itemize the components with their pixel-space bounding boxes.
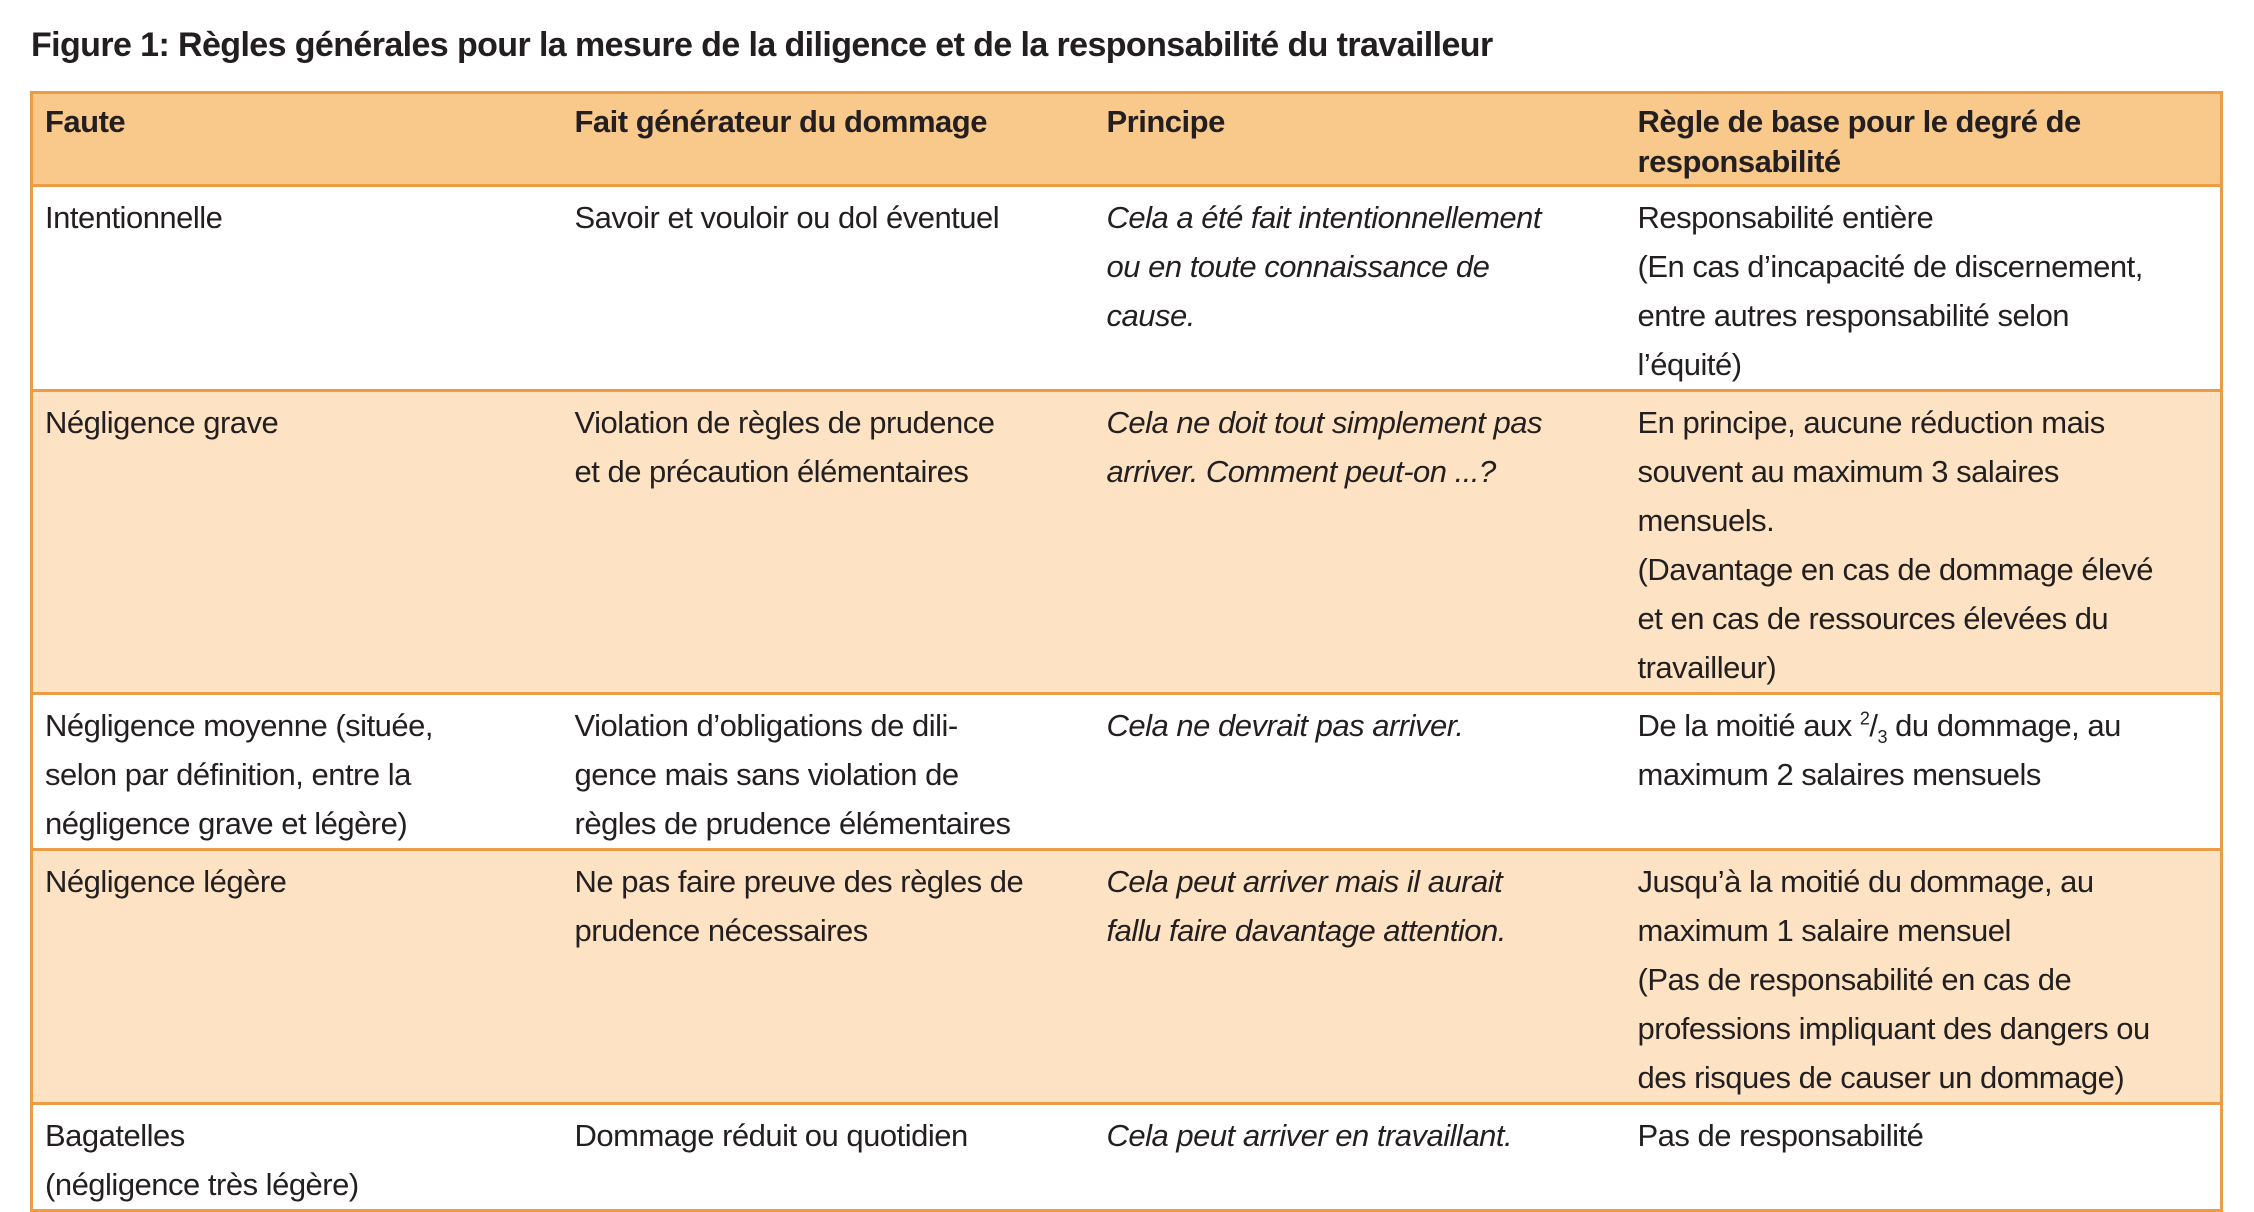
cell-line: (Pas de responsabilité en cas de [1637,962,2072,997]
cell-line: et en cas de ressources élevées du [1637,601,2109,636]
cell-regle [1626,1104,2222,1211]
cell-line: En principe, aucune réduction mais [1637,405,2105,440]
cell-line: l’équité) [1637,347,1742,382]
fraction-denominator: 3 [1877,727,1888,748]
cell-line: Responsabilité entière [1637,200,1934,235]
regle-prefix: De la moitié aux [1637,708,1860,743]
cell-line: Négligence moyenne (située, [45,708,434,743]
cell-line: professions impliquant des dangers ou [1637,1011,2150,1046]
cell-line: Jusqu’à la moitié du dommage, au [1637,864,2094,899]
cell-line: souvent au maximum 3 salaires [1637,454,2059,489]
cell-fait [563,850,1095,1104]
cell-line: Pas de responsabilité [1637,1118,1924,1153]
cell-line: prudence nécessaires [574,913,868,948]
cell-fait [563,694,1095,850]
cell-principe [1095,850,1626,1104]
cell-line: (Davantage en cas de dommage élevé [1637,552,2153,587]
cell-line: selon par définition, entre la [45,757,411,792]
cell-line: Négligence grave [45,405,279,440]
table-row-intentionnelle [32,186,2222,391]
table-header-row [32,93,2222,186]
cell-line: Cela ne devrait pas arriver. [1106,708,1464,743]
liability-table [30,91,2223,1212]
regle-suffix: du dommage, au [1887,708,2121,743]
cell-line: Cela a été fait intentionnellement [1106,200,1542,235]
cell-principe [1095,391,1626,694]
cell-line: Négligence légère [45,864,287,899]
cell-faute [32,1104,563,1211]
cell-principe [1095,1104,1626,1211]
cell-faute [32,850,563,1104]
cell-line: Bagatelles [45,1118,185,1153]
cell-line: cause. [1106,298,1195,333]
cell-principe [1095,186,1626,391]
cell-line: Cela peut arriver en travaillant. [1106,1118,1513,1153]
header-faute: Faute [32,93,563,186]
header-fait-generateur: Fait générateur du dommage [563,93,1095,186]
cell-line: Violation de règles de prudence [574,405,995,440]
cell-regle [1626,694,2222,850]
cell-line: Violation d’obligations de dili- [574,708,958,743]
cell-faute [32,186,563,391]
cell-line: entre autres responsabilité selon [1637,298,2070,333]
cell-line: Ne pas faire preuve des règles de [574,864,1024,899]
cell-line: (négligence très légère) [45,1167,359,1202]
fraction-slash: / [1869,708,1878,743]
cell-principe [1095,694,1626,850]
cell-line: Dommage réduit ou quotidien [574,1118,968,1153]
cell-line [1638,701,2215,750]
table-row-negligence-grave [32,391,2222,694]
cell-line: gence mais sans violation de [574,757,959,792]
cell-line: maximum 1 salaire mensuel [1637,913,2011,948]
cell-regle [1626,850,2222,1104]
table-row-negligence-legere [32,850,2222,1104]
table-row-negligence-moyenne [32,694,2222,850]
cell-faute [32,694,563,850]
cell-line: maximum 2 salaires mensuels [1637,757,2041,792]
cell-line: Cela peut arriver mais il aurait [1106,864,1503,899]
cell-line: arriver. Comment peut-on ...? [1106,454,1496,489]
cell-regle [1626,186,2222,391]
header-regle-de-base: Règle de base pour le degré de responsabilité [1626,93,2222,186]
cell-line: mensuels. [1637,503,1775,538]
cell-faute [32,391,563,694]
cell-fait [563,186,1095,391]
cell-fait [563,1104,1095,1211]
cell-line: travailleur) [1637,650,1777,685]
fraction-numerator: 2 [1859,708,1870,729]
cell-line: Intentionnelle [45,200,223,235]
cell-line: Savoir et vouloir ou dol éventuel [574,200,1000,235]
figure-title: Figure 1: Règles générales pour la mesure de la diligence et de la responsabilité du travailleur [31,26,1493,64]
cell-line: et de précaution élémentaires [574,454,969,489]
cell-line: ou en toute connaissance de [1106,249,1490,284]
cell-line: négligence grave et légère) [45,806,408,841]
cell-line: des risques de causer un dommage) [1637,1060,2125,1095]
cell-line: (En cas d’incapacité de discernement, [1637,249,2143,284]
header-principe: Principe [1095,93,1626,186]
table-row-bagatelles [32,1104,2222,1211]
cell-fait [563,391,1095,694]
cell-line: Cela ne doit tout simplement pas [1106,405,1542,440]
cell-line: fallu faire davantage attention. [1106,913,1506,948]
cell-regle [1626,391,2222,694]
cell-line: règles de prudence élémentaires [574,806,1011,841]
